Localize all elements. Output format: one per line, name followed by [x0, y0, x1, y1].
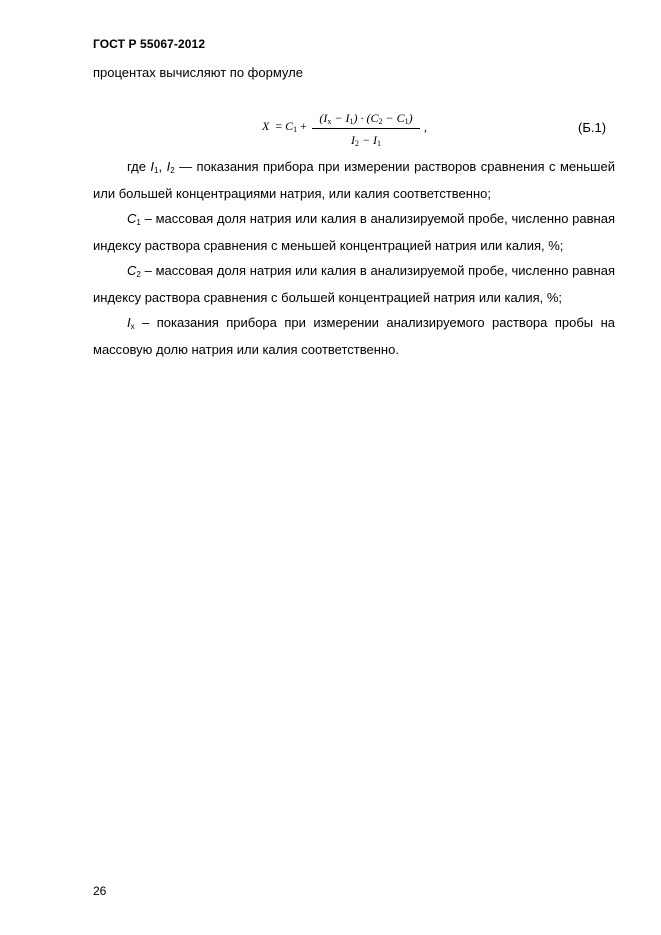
paragraph-c1: $C_1$ – массовая доля натрия или калия в анализируемой пробе, численно равная индексу раствора сравнения с меньшей концентрацией натрия или калия, %; — [93, 211, 615, 253]
paragraph-ix: $I_x$ – показания прибора при измерении анализируемого раствора пробы на массовую долю натрия или калия соответственно. — [93, 315, 615, 357]
formula-comma: , — [424, 120, 427, 134]
paragraph-i1-i2: где $I_1$, $I_2$ — показания прибора при измерении растворов сравнения с меньшей или большей концентрациями натрия, или калия соответственно; — [93, 159, 615, 201]
formula-numerator: $(I_x - I_1) \cdot (C_2 - C_1)$ — [319, 111, 413, 126]
body-text — [93, 155, 615, 361]
fraction-bar — [312, 128, 420, 129]
formula-fraction — [312, 110, 420, 149]
paragraph-c2: $C_2$ – массовая доля натрия или калия в анализируемой пробе, численно равная индексу раствора сравнения с большей концентрацией натрия или калия, %; — [93, 263, 615, 305]
intro-line: процентах вычисляют по формуле — [93, 65, 303, 80]
formula-denominator: $I_2 - I_1$ — [350, 133, 382, 148]
equation-number: (Б.1) — [578, 120, 607, 135]
document-code-header: ГОСТ Р 55067-2012 — [93, 37, 206, 51]
page-number: 26 — [93, 884, 107, 898]
formula-b1 — [262, 110, 442, 154]
formula-lhs: $X = C_1$ + — [262, 119, 307, 134]
